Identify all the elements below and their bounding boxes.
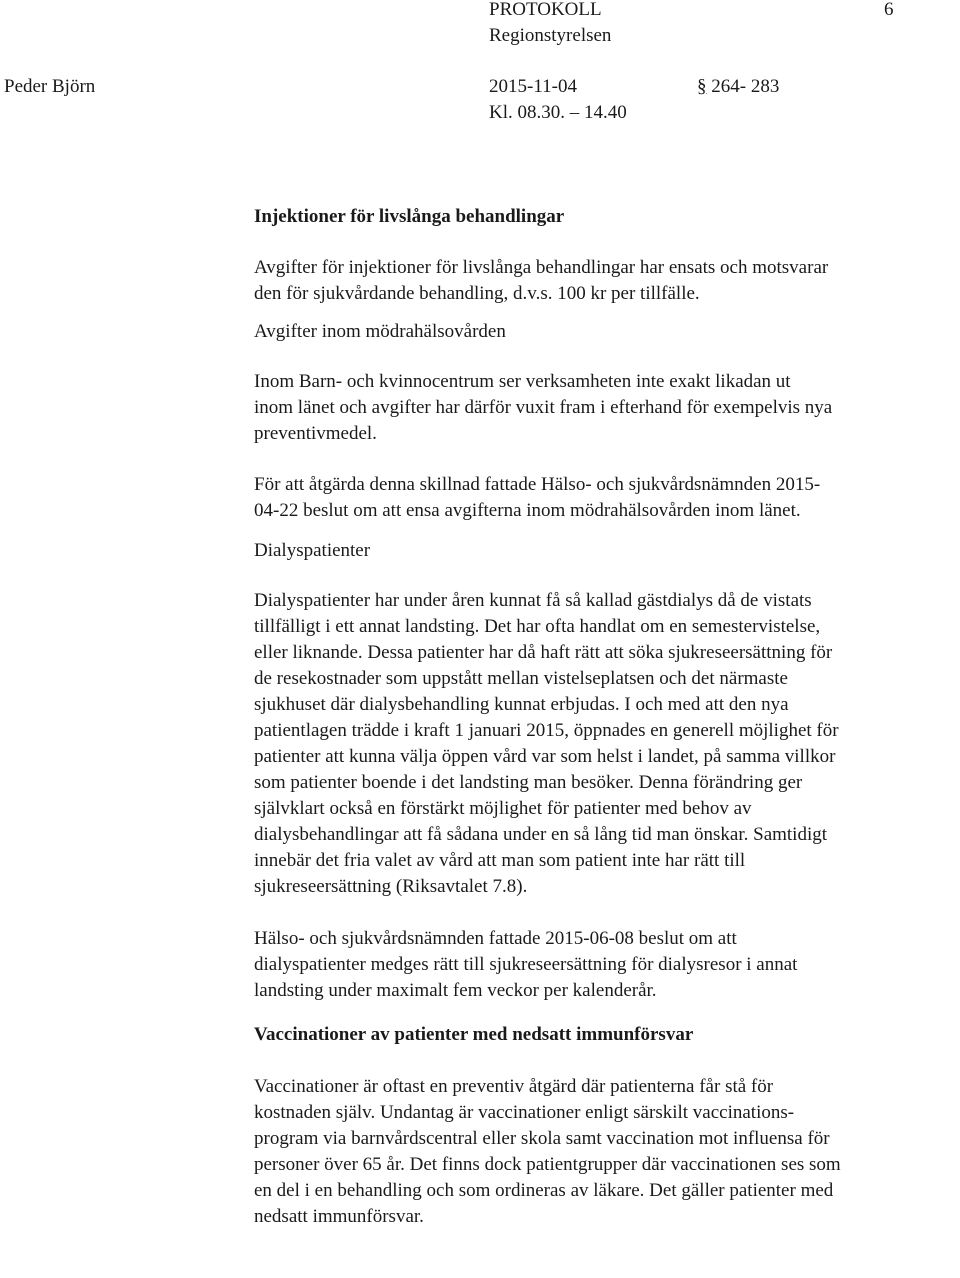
text-line: tillfälligt i ett annat landsting. Det har ofta handlat om en semestervistelse, [254,616,821,637]
document-title: PROTOKOLL [489,0,602,20]
heading-dialyspatienter: Dialyspatienter [254,540,371,561]
text-line: 04-22 beslut om att ensa avgifterna inom mödrahälsovården inom länet. [254,500,801,521]
paragraph-vaccinationer [254,1074,958,1230]
page-number: 6 [884,0,894,20]
text-line: som patienter boende i det landsting man besöker. Denna förändring ger [254,772,803,793]
meeting-date: 2015-11-04 [489,76,577,97]
text-line: dialysbehandlingar att få sådana under en så lång tid man önskar. Samtidigt [254,824,828,845]
text-line: Dialyspatienter har under åren kunnat få så kallad gästdialys då de vistats [254,590,812,611]
text-line: de resekostnader som uppstått mellan vistelseplatsen och det närmaste [254,668,788,689]
text-line: program via barnvårdscentral eller skola samt vaccination mot influensa för [254,1128,830,1149]
text-line: en del i en behandling och som ordineras av läkare. Det gäller patienter med [254,1180,834,1201]
paragraph-modrahalsovarden-1 [254,369,958,447]
text-line: innebär det fria valet av vård att man som patient inte har rätt till [254,850,746,871]
meeting-time: Kl. 08.30. – 14.40 [489,102,627,123]
organization-name: Regionstyrelsen [489,25,612,46]
paragraph-dialys-1 [254,588,958,900]
text-line: personer över 65 år. Det finns dock patientgrupper där vaccinationen ses som [254,1154,841,1175]
text-line: preventivmedel. [254,423,377,444]
heading-vaccinationer: Vaccinationer av patienter med nedsatt immunförsvar [254,1024,694,1045]
text-line: landsting under maximalt fem veckor per kalenderår. [254,980,657,1001]
paragraph-injektioner [254,255,958,307]
section-reference [697,74,779,100]
text-line: patientlagen trädde i kraft 1 januari 2015, öppnades en generell möjlighet för [254,720,839,741]
paragraph-modrahalsovarden-2 [254,472,958,524]
paragraph-dialys-2 [254,926,958,1004]
text-line: nedsatt immunförsvar. [254,1206,424,1227]
text-line: För att åtgärda denna skillnad fattade Hälso- och sjukvårdsnämnden 2015- [254,474,821,495]
text-line: Inom Barn- och kvinnocentrum ser verksamheten inte exakt likadan ut [254,371,791,392]
section-range: 264- 283 [706,76,780,97]
text-line: sjukhuset där dialysbehandling kunnat erbjudas. I och med att den nya [254,694,789,715]
text-line: Avgifter för injektioner för livslånga behandlingar har ensats och motsvarar [254,257,829,278]
text-line: den för sjukvårdande behandling, d.v.s. 100 kr per tillfälle. [254,283,700,304]
text-line: patienter att kunna välja öppen vård var som helst i landet, på samma villkor [254,746,836,767]
heading-modrahalsovarden: Avgifter inom mödrahälsovården [254,321,506,342]
text-line: självklart också en förstärkt möjlighet för patienter med behov av [254,798,752,819]
document-body [254,204,958,1230]
text-line: Hälso- och sjukvårdsnämnden fattade 2015-06-08 beslut om att [254,928,737,949]
text-line: Vaccinationer är oftast en preventiv åtgärd där patienterna får stå för [254,1076,774,1097]
text-line: inom länet och avgifter har därför vuxit fram i efterhand för exempelvis nya [254,397,833,418]
section-mark: § [697,76,707,97]
heading-injektioner: Injektioner för livslånga behandlingar [254,206,565,227]
text-line: dialyspatienter medges rätt till sjukreseersättning för dialysresor i annat [254,954,798,975]
text-line: sjukreseersättning (Riksavtalet 7.8). [254,876,528,897]
text-line: eller liknande. Dessa patienter har då haft rätt att söka sjukreseersättning för [254,642,833,663]
text-line: kostnaden själv. Undantag är vaccinationer enligt särskilt vaccinations- [254,1102,795,1123]
person-name: Peder Björn [4,76,96,97]
